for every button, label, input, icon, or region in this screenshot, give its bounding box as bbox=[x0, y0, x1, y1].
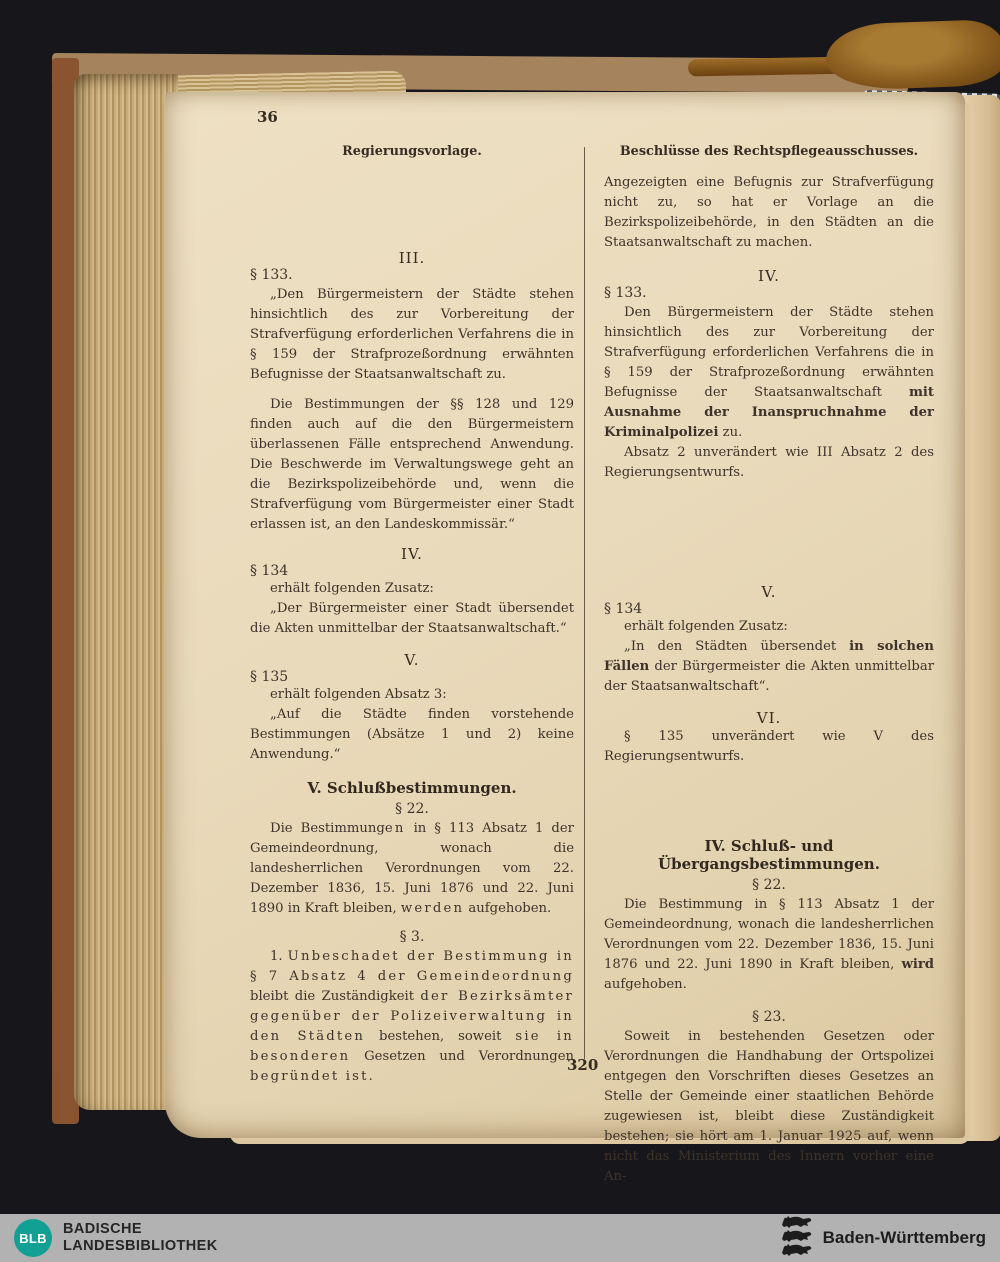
emphasized-segment: werden bbox=[400, 901, 465, 916]
paragraph-number: § 133. bbox=[604, 285, 647, 301]
section-numeral: V. bbox=[404, 651, 420, 669]
text-segment: 1. bbox=[270, 949, 288, 964]
emphasized-segment: sie in besonderen bbox=[250, 1029, 574, 1064]
state-branding bbox=[779, 1215, 986, 1262]
emphasized-segment: der Bezirksämter gegenüber der Polizeiverwaltung in den Städten bbox=[250, 989, 574, 1044]
state-wordmark: Baden-Württemberg bbox=[822, 1228, 986, 1247]
paragraph-number: § 133. bbox=[250, 267, 293, 283]
paragraph-number: § 134 bbox=[604, 601, 643, 617]
library-branding bbox=[14, 1219, 218, 1257]
page-block-left-edges bbox=[74, 74, 178, 1110]
section-numeral: VI. bbox=[756, 709, 782, 727]
section-numeral: IV. bbox=[758, 267, 780, 285]
library-name bbox=[63, 1221, 218, 1254]
leather-spine-cap bbox=[825, 19, 1000, 91]
section-numeral: V. bbox=[761, 583, 777, 601]
government-draft-column bbox=[250, 144, 584, 1187]
bold-amendment-segment: mit Ausnahme der Inanspruchnahme der Kriminalpolizei bbox=[604, 385, 934, 440]
bold-amendment-segment: in solchen Fällen bbox=[604, 639, 934, 674]
section-numeral: IV. bbox=[401, 545, 423, 563]
amendment-intro: erhält folgenden Zusatz: bbox=[624, 619, 788, 634]
paragraph-number: § 22. bbox=[395, 801, 429, 817]
paragraph-text: Die Bestimmungen der §§ 128 und 129 finden auch auf die den Bürgermeistern überlassenen Fälle entsprechend Anwendung. Die Beschwerde im Verwaltungswege geht an die Bezirkspolizeibehörde und, wenn die Strafverfügung vom Bürgermeister einer Stadt erlassen ist, an den Landeskommissär.“ bbox=[250, 397, 574, 532]
right-column-header: Beschlüsse des Rechtspflegeausschusses. bbox=[619, 144, 919, 159]
text-segment: aufgehoben. bbox=[604, 977, 687, 992]
two-column-text bbox=[250, 144, 934, 1187]
paragraph-text bbox=[604, 895, 934, 995]
library-footer-bar bbox=[0, 1214, 1000, 1262]
paragraph-number: § 134 bbox=[250, 563, 289, 579]
text-segment: Die Bestimmung in § 113 Absatz 1 der Gemeindeordnung, wonach die landesherrlichen Verordnungen vom 22. Dezember 1836, 15. Juni 1876 und 22. Juni 1890 in Kraft bleiben, bbox=[604, 897, 934, 972]
text-segment: aufgehoben. bbox=[464, 901, 552, 916]
text-segment: der Bürgermeister die Akten unmittelbar der Staatsanwaltschaft“. bbox=[604, 659, 934, 694]
paragraph-number: § 3. bbox=[399, 929, 425, 945]
baden-wuerttemberg-coat-of-arms-icon bbox=[779, 1215, 813, 1262]
paragraph-number: § 22. bbox=[752, 877, 786, 893]
text-segment: Den Bürgermeistern der Städte stehen hinsichtlich des zur Vorbereitung der Strafverfügung erforderlichen Verfahrens die in § 159 der Strafprozeßordnung erwähnten Befugnisse der Staatsanwaltschaft bbox=[604, 305, 934, 400]
paragraph-text: „Der Bürgermeister einer Stadt übersendet die Akten unmittelbar der Staatsanwaltschaft.“ bbox=[250, 601, 574, 636]
left-column-header: Regierungsvorlage. bbox=[342, 144, 482, 159]
text-segment: bestehen, soweit bbox=[365, 1029, 516, 1044]
paragraph-text: § 135 unverändert wie V des Regierungsentwurfs. bbox=[604, 729, 934, 764]
paragraph-number: § 23. bbox=[752, 1009, 786, 1025]
library-name-line1: BADISCHE bbox=[63, 1221, 142, 1238]
blb-logo: BLB bbox=[14, 1219, 52, 1257]
text-segment: in § 113 Absatz 1 der Gemeindeordnung, wonach die landesherrlichen Verordnungen vom 22. Dezember 1836, 15. Juni 1876 und 22. Juni 1890 in Kraft bleiben, bbox=[250, 821, 574, 916]
paragraph-text bbox=[604, 637, 934, 697]
paragraph-text: Soweit in bestehenden Gesetzen oder Verordnungen die Handhabung der Ortspolizei entgegen den Vorschriften dieses Gesetzes an Stelle der Gemeinde einer staatlichen Behörde zugewiesen ist, bleibt diese Zuständigkeit bestehen; sie hört am 1. Januar 1925 auf, wenn nicht das Ministerium des Innern vorher eine An- bbox=[604, 1029, 934, 1184]
text-segment: „In den Städten übersendet bbox=[624, 639, 850, 654]
paragraph-text: Absatz 2 unverändert wie III Absatz 2 des Regierungsentwurfs. bbox=[604, 445, 934, 480]
paragraph-text bbox=[604, 303, 934, 443]
scanned-page bbox=[165, 92, 965, 1184]
emphasized-segment: begründet ist. bbox=[250, 1069, 375, 1084]
amendment-intro: erhält folgenden Zusatz: bbox=[270, 581, 434, 596]
folio-number-top: 36 bbox=[257, 108, 278, 126]
paragraph-text: „Auf die Städte finden vorstehende Bestimmungen (Absätze 1 und 2) keine Anwendung.“ bbox=[250, 707, 574, 762]
bold-amendment-segment: wird bbox=[901, 957, 934, 972]
closing-provisions-header: IV. Schluß- und Übergangsbestimmungen. bbox=[658, 837, 880, 873]
text-segment: Gesetzen und Verordnungen bbox=[350, 1049, 574, 1064]
continuation-paragraph: Angezeigten eine Befugnis zur Strafverfügung nicht zu, so hat er Vorlage an die Bezirkspolizeibehörde, in den Städten an die Staatsanwaltschaft zu machen. bbox=[604, 175, 934, 250]
closing-provisions-header: V. Schlußbestimmungen. bbox=[307, 779, 517, 797]
paragraph-text bbox=[250, 819, 574, 919]
paragraph-number: § 135 bbox=[250, 669, 289, 685]
amendment-intro: erhält folgenden Absatz 3: bbox=[270, 687, 447, 702]
section-numeral: III. bbox=[398, 249, 426, 267]
emphasized-segment: en bbox=[384, 821, 406, 836]
text-segment: bleibt die Zuständigkeit bbox=[250, 989, 421, 1004]
library-name-line2: LANDESBIBLIOTHEK bbox=[63, 1238, 218, 1254]
text-segment: Die Bestimmung bbox=[270, 821, 385, 836]
folio-number-bottom: 320 bbox=[567, 1056, 599, 1074]
paragraph-text: „Den Bürgermeistern der Städte stehen hinsichtlich des zur Vorbereitung der Strafverfügung erforderlichen Verfahrens die in § 159 der Strafprozeßordnung erwähnten Befugnisse der Staatsanwaltschaft zu. bbox=[250, 287, 574, 382]
committee-resolutions-column bbox=[584, 144, 934, 1187]
emphasized-segment: Unbeschadet der Bestimmung in § 7 Absatz 4 der Gemeindeordnung bbox=[250, 949, 574, 984]
paragraph-text bbox=[250, 947, 574, 1087]
text-segment: zu. bbox=[718, 425, 743, 440]
